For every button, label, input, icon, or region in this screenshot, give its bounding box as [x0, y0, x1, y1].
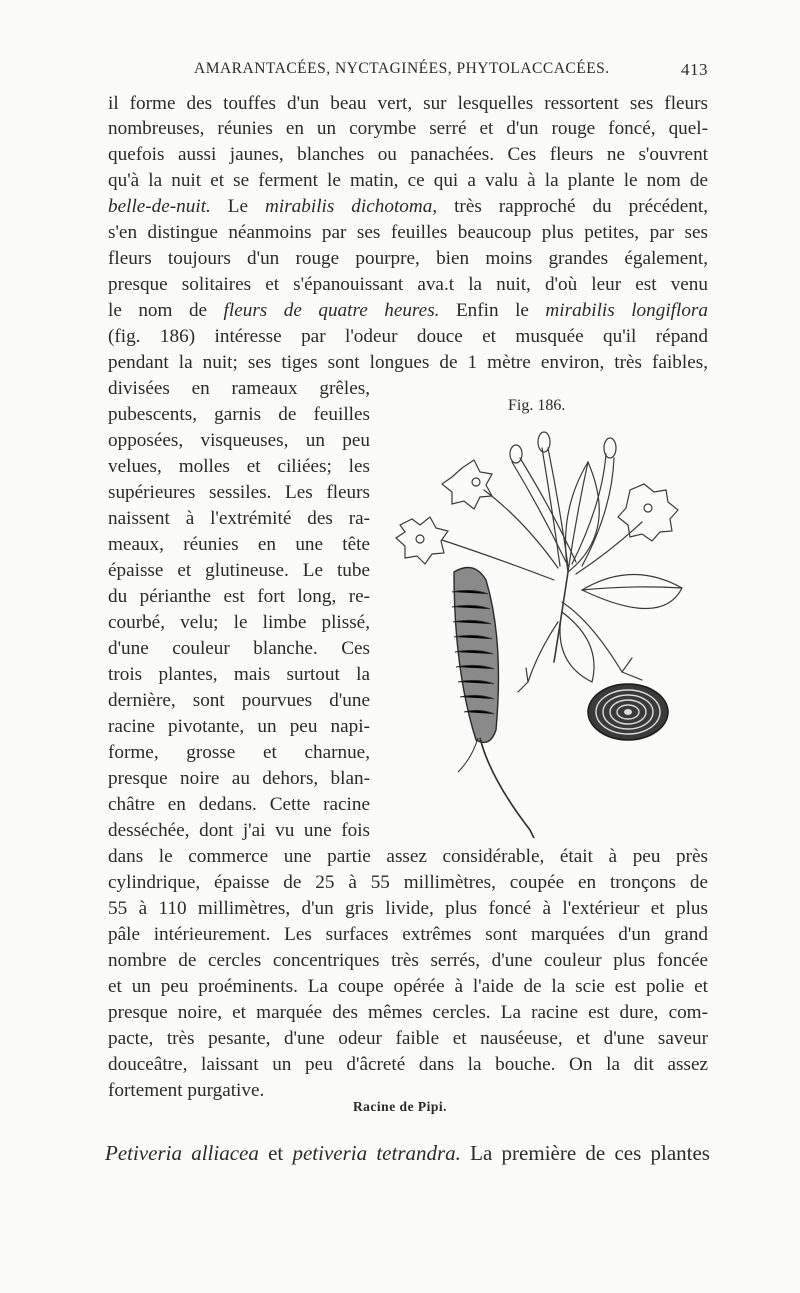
text-line: naissent à l'extrémité des ra-	[108, 508, 370, 529]
italic-term: fleurs de quatre heures.	[223, 300, 440, 321]
text-line: fortement purgative.	[108, 1080, 265, 1101]
text-line: forme, grosse et charnue,	[108, 742, 370, 763]
text-line: divisées en rameaux grêles,	[108, 378, 370, 399]
text-line: meaux, réunies en une tête	[108, 534, 370, 555]
text-line	[108, 298, 708, 324]
text-span: Enfin le	[439, 300, 546, 321]
text-line	[105, 1138, 710, 1168]
root	[452, 568, 534, 839]
text-line: qu'à la nuit et se ferment le matin, ce qui a valu à la plante le nom de	[108, 170, 708, 191]
text-line: 55 à 110 millimètres, d'un gris livide, plus foncé à l'extérieur et plus	[108, 898, 708, 919]
text-line: s'en distingue néanmoins par ses feuilles beaucoup plus petites, par ses	[108, 222, 708, 243]
text-span: , très rapproché du précédent,	[432, 196, 708, 217]
figure-caption: Fig. 186.	[508, 397, 566, 414]
text-line: trois plantes, mais surtout la	[108, 664, 370, 685]
text-line: supérieures sessiles. Les fleurs	[108, 482, 370, 503]
text-line: courbé, velu; le limbe plissé,	[108, 612, 370, 633]
text-span: Le	[210, 196, 266, 217]
text-line: quefois aussi jaunes, blanches ou panachées. Ces fleurs ne s'ouvrent	[108, 144, 708, 165]
text-line: nombre de cercles concentriques très serrés, d'une couleur plus foncée	[108, 950, 708, 971]
italic-term: belle-de-nuit.	[108, 196, 211, 217]
text-line: du périanthe est fort long, re-	[108, 586, 370, 607]
italic-term: mirabilis longiflora	[545, 300, 708, 321]
italic-term: mirabilis dichotoma	[265, 196, 433, 217]
text-line: douceâtre, laissant un peu d'âcreté dans la bouche. On la dit assez	[108, 1054, 708, 1075]
text-line: velues, molles et ciliées; les	[108, 456, 370, 477]
text-span: La première de ces plantes	[460, 1141, 710, 1165]
text-line: desséchée, dont j'ai vu une fois	[108, 820, 370, 841]
text-line: d'une couleur blanche. Ces	[108, 638, 370, 659]
running-title: AMARANTACÉES, NYCTAGINÉES, PHYTOLACCACÉES.	[194, 60, 610, 77]
text-line: pacte, très pesante, d'une odeur faible et nauséeuse, et d'une saveur	[108, 1028, 708, 1049]
text-line: pâle intérieurement. Les surfaces extrêmes sont marquées d'un grand	[108, 924, 708, 945]
text-line: presque noire au dehors, blan-	[108, 768, 370, 789]
flower-left	[396, 517, 448, 564]
text-line: châtre en dedans. Cette racine	[108, 794, 370, 815]
leaf-lower	[560, 612, 594, 682]
text-line: et un peu proéminents. La coupe opérée à l'aide de la scie est polie et	[108, 976, 708, 997]
text-line: nombreuses, réunies en un corymbe serré et d'un rouge foncé, quel-	[108, 118, 708, 139]
text-line: épaisse et glutineuse. Le tube	[108, 560, 370, 581]
flower-right	[618, 484, 678, 541]
text-span: et	[258, 1141, 293, 1165]
page-header	[108, 60, 708, 88]
text-line: dernière, sont pourvues d'une	[108, 690, 370, 711]
leaf-upper	[566, 462, 600, 572]
text-line: opposées, visqueuses, un peu	[108, 430, 370, 451]
text-span: le nom de	[108, 300, 224, 321]
text-line: dans le commerce une partie assez considérable, était à peu près	[108, 846, 708, 867]
text-line: presque solitaires et s'épanouissant ava.t la nuit, d'où leur est venu	[108, 274, 708, 295]
text-line: (fig. 186) intéresse par l'odeur douce et musquée qu'il répand	[108, 326, 708, 347]
text-line: presque noire, et marquée des mêmes cercles. La racine est dure, com-	[108, 1002, 708, 1023]
leaf-right	[582, 574, 682, 608]
text-line: pendant la nuit; ses tiges sont longues de 1 mètre environ, très faibles,	[108, 352, 708, 373]
text-line: cylindrique, épaisse de 25 à 55 millimètres, coupée en tronçons de	[108, 872, 708, 893]
text-line	[108, 194, 708, 220]
page-number: 413	[681, 60, 708, 79]
italic-term: petiveria tetrandra.	[292, 1141, 461, 1165]
section-title: Racine de Pipi.	[352, 1099, 448, 1114]
text-line: fleurs toujours d'un rouge pourpre, bien moins grandes également,	[108, 248, 708, 269]
flower-upper-left	[442, 460, 492, 509]
root-cross-section	[588, 684, 668, 740]
text-line: racine pivotante, un peu napi-	[108, 716, 370, 737]
text-line: pubescents, garnis de feuilles	[108, 404, 370, 425]
plant-illustration	[392, 422, 700, 842]
italic-term: Petiveria alliacea	[105, 1141, 259, 1165]
text-line: il forme des touffes d'un beau vert, sur lesquelles ressortent ses fleurs	[108, 93, 708, 114]
